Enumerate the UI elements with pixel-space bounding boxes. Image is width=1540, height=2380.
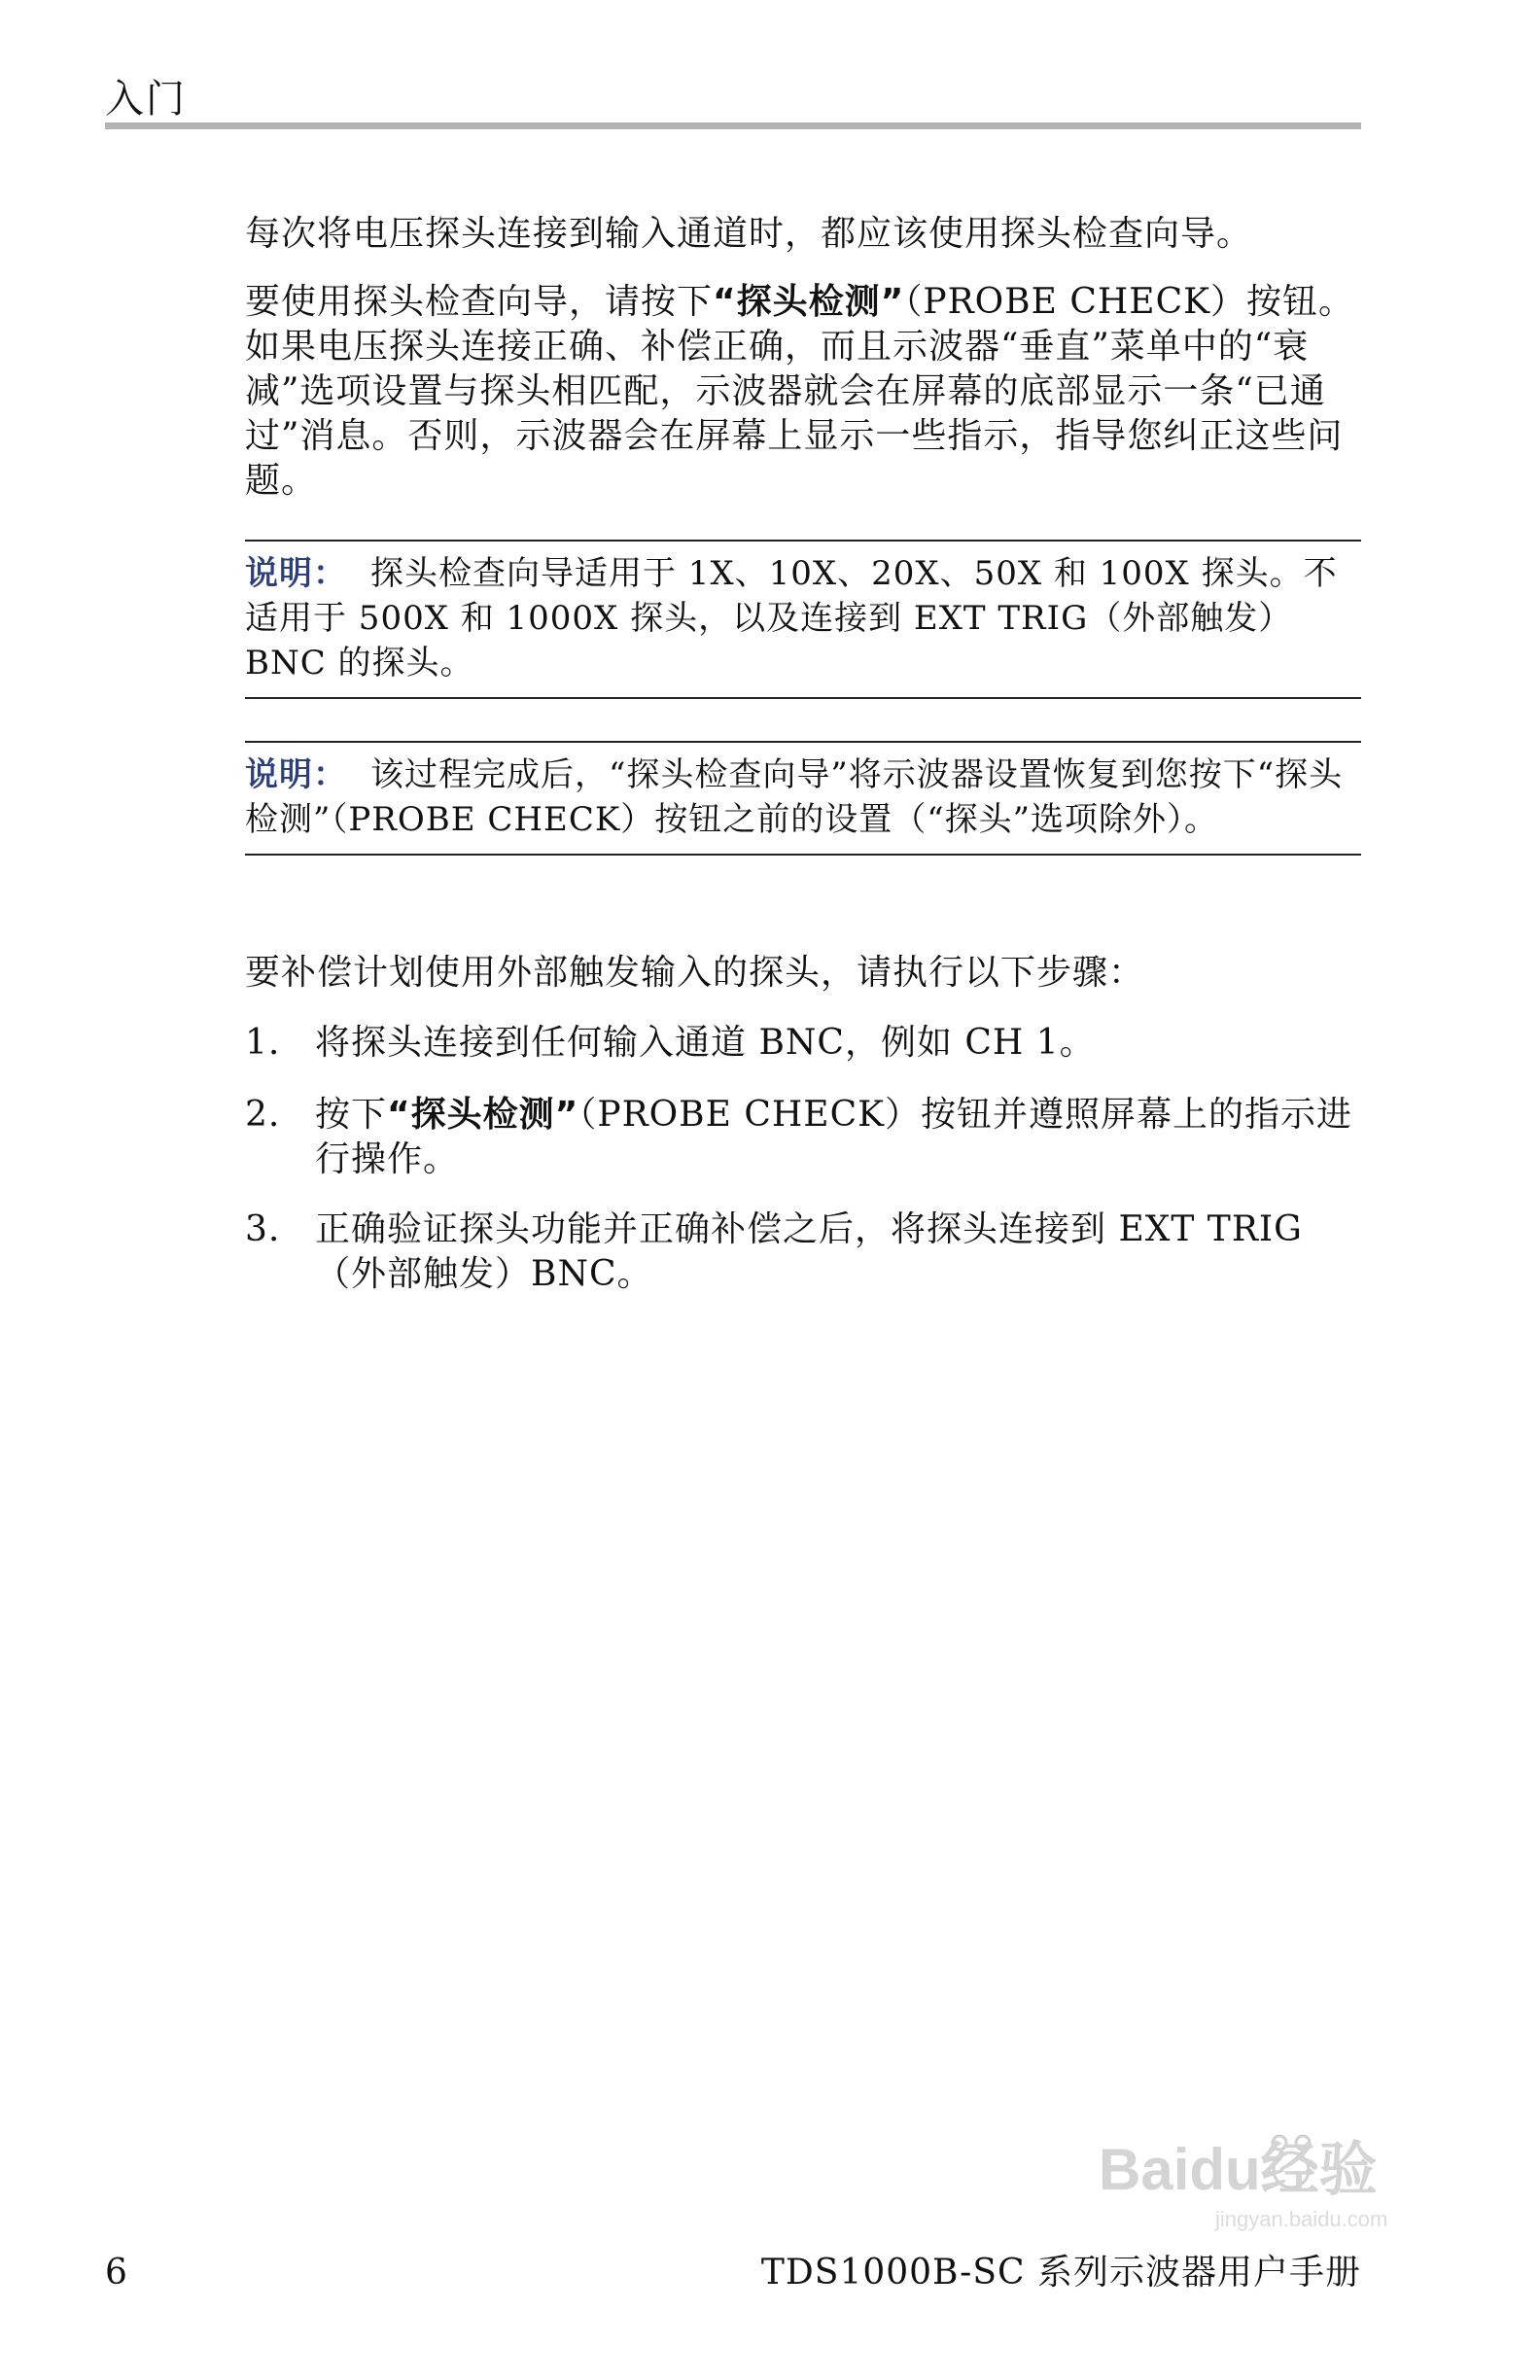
note-label: 说明：: [245, 554, 347, 593]
step-item: [245, 1021, 1361, 1066]
note-probe-compatibility: [245, 540, 1361, 699]
wizard-text-post: （PROBE CHECK）按钮。如果电压探头连接正确、补偿正确，而且示波器“垂直”菜单中的“衰减”选项设置与探头相匹配，示波器就会在屏幕的底部显示一条“已通过”消息。否则，示波器会在屏幕上显示一些指示，指导您纠正这些问题。: [245, 282, 1355, 501]
step-item: [245, 1208, 1361, 1297]
probe-check-button-name: “探头检测”: [387, 1095, 579, 1135]
note-label: 说明：: [245, 755, 347, 794]
header-rule: [105, 122, 1361, 129]
step-text-pre: 按下: [315, 1095, 388, 1135]
step-text: [315, 1093, 1361, 1182]
step-number: 2.: [245, 1095, 281, 1135]
note-restore-settings: [245, 741, 1361, 856]
step-number: 3.: [245, 1209, 281, 1249]
wizard-text-pre: 要使用探头检查向导，请按下: [245, 282, 714, 322]
step-text: [315, 1208, 1361, 1297]
intro-paragraph: [245, 212, 1361, 257]
note-text: 该过程完成后，“探头检查向导”将示波器设置恢复到您按下“探头检测”（PROBE CHECK）按钮之前的设置（“探头”选项除外）。: [245, 755, 1344, 839]
watermark-brand: Baidu经验: [1099, 2137, 1378, 2202]
step-text-pre: 将探头连接到任何输入通道 BNC，例如 CH 1。: [315, 1023, 1096, 1063]
steps-intro-text: 要补偿计划使用外部触发输入的探头，请执行以下步骤：: [245, 953, 1145, 993]
watermark-url: jingyan.baidu.com: [1215, 2207, 1388, 2231]
steps-intro: [245, 951, 1361, 996]
step-item: [245, 1093, 1361, 1182]
baidu-jingyan-watermark: [1099, 2119, 1429, 2236]
step-text-pre: 正确验证探头功能并正确补偿之后，将探头连接到 EXT TRIG（外部触发）BNC。: [315, 1209, 1303, 1294]
step-text-post: （PROBE CHECK）按钮并遵照屏幕上的指示进行操作。: [315, 1095, 1353, 1179]
note-text: 探头检查向导适用于 1X、10X、20X、50X 和 100X 探头。不适用于 500X 和 1000X 探头，以及连接到 EXT TRIG（外部触发）BNC 的探头。: [245, 554, 1338, 682]
intro-text: 每次将电压探头连接到输入通道时，都应该使用探头检查向导。: [245, 214, 1253, 254]
manual-title: TDS1000B-SC 系列示波器用户手册: [760, 2253, 1361, 2292]
page-number: 6: [105, 2253, 127, 2292]
section-header: 入门: [105, 77, 187, 122]
wizard-paragraph: [245, 280, 1361, 504]
wizard-text: [245, 280, 1361, 504]
probe-check-button-name: “探头检测”: [713, 282, 905, 322]
step-text: [315, 1021, 1361, 1066]
step-number: 1.: [245, 1023, 281, 1063]
